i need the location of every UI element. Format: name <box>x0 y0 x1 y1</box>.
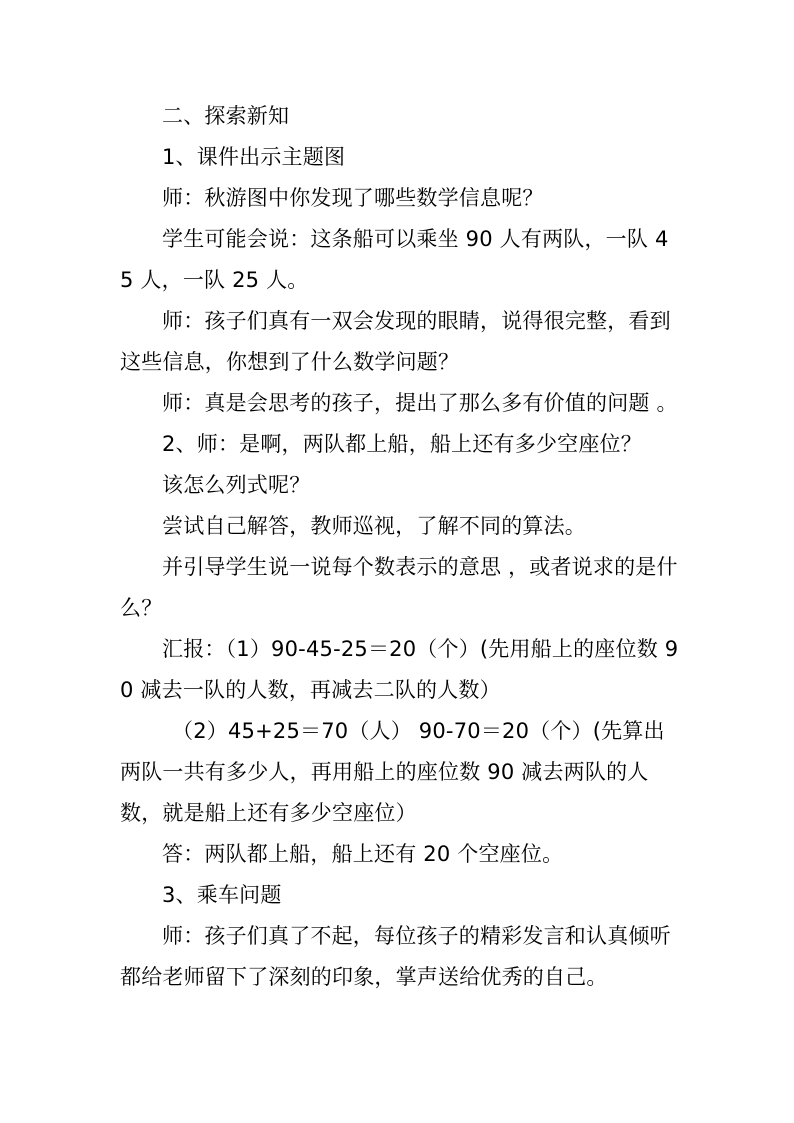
paragraph: 该怎么列式呢？ <box>162 473 311 497</box>
paragraph: 答：两队都上船，船上还有 20 个空座位。 <box>162 842 564 866</box>
step-heading: 1、课件出示主题图 <box>162 145 346 169</box>
step-heading: 2、师：是啊，两队都上船，船上还有多少空座位？ <box>162 432 642 456</box>
paragraph: 学生可能会说：这条船可以乘坐 90 人有两队，一队 45 人，一队 25 人。 <box>120 227 669 292</box>
paragraph: 师：孩子们真了不起，每位孩子的精彩发言和认真倾听都给老师留下了深刻的印象，掌声送给优秀的自己。 <box>120 924 671 989</box>
step-heading: 3、乘车问题 <box>162 883 282 907</box>
paragraph: 并引导学生说一说每个数表示的意思 ，或者说求的是什么？ <box>120 555 678 620</box>
section-heading: 二、探索新知 <box>162 104 290 128</box>
paragraph: 师：孩子们真有一双会发现的眼睛，说得很完整，看到这些信息，你想到了什么数学问题？ <box>120 309 671 374</box>
paragraph: 师：真是会思考的孩子，提出了那么多有价值的问题 。 <box>162 391 678 415</box>
paragraph: （2）45+25＝70（人） 90-70＝20（个）(先算出两队一共有多少人，再用船上的座位数 90 减去两队的人数，就是船上还有多少空座位） <box>120 719 665 825</box>
paragraph: 尝试自己解答，教师巡视，了解不同的算法。 <box>162 514 586 538</box>
paragraph: 师：秋游图中你发现了哪些数学信息呢？ <box>162 186 544 210</box>
document-body <box>120 96 680 998</box>
paragraph: 汇报：（1）90-45-25＝20（个）(先用船上的座位数 90 减去一队的人数，再减去二队的人数） <box>120 637 679 702</box>
